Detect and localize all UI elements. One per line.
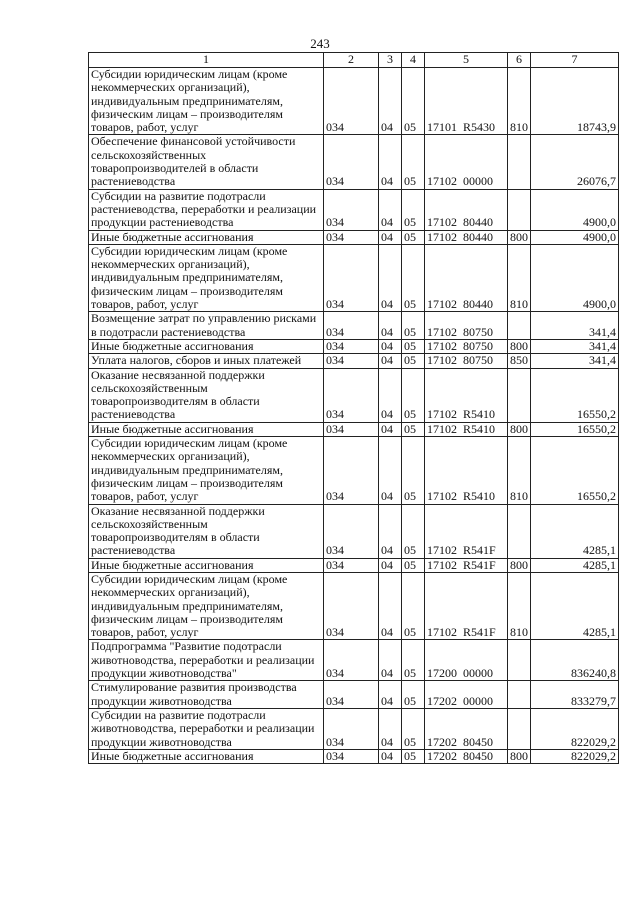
row-amount: 16550,2 — [531, 437, 619, 504]
row-admin-code: 034 — [324, 368, 379, 422]
row-subsection: 05 — [402, 749, 425, 763]
column-header-2: 2 — [324, 53, 379, 68]
row-target-article: 17102 80750 — [425, 312, 508, 340]
row-amount: 4285,1 — [531, 572, 619, 639]
row-expense-type: 810 — [508, 572, 531, 639]
table-row — [89, 135, 619, 189]
row-subsection: 05 — [402, 244, 425, 311]
row-admin-code: 034 — [324, 504, 379, 558]
table-row — [89, 749, 619, 763]
row-expense-type — [508, 708, 531, 749]
row-section: 04 — [379, 640, 402, 681]
row-admin-code: 034 — [324, 354, 379, 368]
row-name: Оказание несвязанной поддержки сельскохозяйственным товаропроизводителям в области растениеводства — [89, 504, 324, 558]
table-header-row — [89, 53, 619, 68]
row-subsection: 05 — [402, 640, 425, 681]
row-subsection: 05 — [402, 68, 425, 135]
table-row — [89, 422, 619, 436]
row-admin-code: 034 — [324, 558, 379, 572]
row-target-article: 17101 R5430 — [425, 68, 508, 135]
row-target-article: 17102 80750 — [425, 354, 508, 368]
row-section: 04 — [379, 558, 402, 572]
row-admin-code: 034 — [324, 68, 379, 135]
row-admin-code: 034 — [324, 681, 379, 709]
row-subsection: 05 — [402, 572, 425, 639]
table-row — [89, 354, 619, 368]
row-section: 04 — [379, 437, 402, 504]
table-row — [89, 681, 619, 709]
row-target-article: 17102 R5410 — [425, 437, 508, 504]
row-subsection: 05 — [402, 708, 425, 749]
row-amount: 822029,2 — [531, 708, 619, 749]
row-subsection: 05 — [402, 368, 425, 422]
row-name: Иные бюджетные ассигнования — [89, 749, 324, 763]
table-row — [89, 68, 619, 135]
row-name: Субсидии юридическим лицам (кроме некоммерческих организаций), индивидуальным предпринимателям, физическим лицам – производителям товаров, работ, услуг — [89, 68, 324, 135]
row-section: 04 — [379, 708, 402, 749]
row-target-article: 17200 00000 — [425, 640, 508, 681]
row-subsection: 05 — [402, 339, 425, 353]
table-row — [89, 640, 619, 681]
row-expense-type — [508, 312, 531, 340]
table-row — [89, 312, 619, 340]
row-name: Иные бюджетные ассигнования — [89, 422, 324, 436]
row-expense-type: 800 — [508, 422, 531, 436]
row-section: 04 — [379, 681, 402, 709]
row-target-article: 17102 R541F — [425, 558, 508, 572]
budget-table — [88, 52, 619, 764]
page-number: 243 — [310, 36, 330, 51]
row-name: Иные бюджетные ассигнования — [89, 558, 324, 572]
row-name: Субсидии юридическим лицам (кроме некоммерческих организаций), индивидуальным предпринимателям, физическим лицам – производителям товаров, работ, услуг — [89, 572, 324, 639]
row-admin-code: 034 — [324, 640, 379, 681]
row-amount: 4285,1 — [531, 504, 619, 558]
row-expense-type: 800 — [508, 230, 531, 244]
column-header-3: 3 — [379, 53, 402, 68]
row-target-article: 17102 80440 — [425, 189, 508, 230]
row-target-article: 17202 00000 — [425, 681, 508, 709]
row-expense-type — [508, 135, 531, 189]
row-target-article: 17102 R5410 — [425, 368, 508, 422]
row-admin-code: 034 — [324, 230, 379, 244]
row-target-article: 17202 80450 — [425, 749, 508, 763]
row-admin-code: 034 — [324, 572, 379, 639]
column-header-6: 6 — [508, 53, 531, 68]
row-amount: 822029,2 — [531, 749, 619, 763]
row-amount: 18743,9 — [531, 68, 619, 135]
row-target-article: 17102 80440 — [425, 230, 508, 244]
row-target-article: 17102 R5410 — [425, 422, 508, 436]
row-name: Иные бюджетные ассигнования — [89, 339, 324, 353]
row-subsection: 05 — [402, 230, 425, 244]
table-row — [89, 504, 619, 558]
table-row — [89, 572, 619, 639]
row-admin-code: 034 — [324, 244, 379, 311]
table-row — [89, 558, 619, 572]
row-amount: 4285,1 — [531, 558, 619, 572]
table-row — [89, 437, 619, 504]
row-expense-type: 850 — [508, 354, 531, 368]
row-name: Подпрограмма "Развитие подотрасли животноводства, переработки и реализации продукции животноводства" — [89, 640, 324, 681]
table-row — [89, 708, 619, 749]
row-target-article: 17202 80450 — [425, 708, 508, 749]
row-expense-type: 810 — [508, 68, 531, 135]
column-header-1: 1 — [89, 53, 324, 68]
row-name: Субсидии на развитие подотрасли животноводства, переработки и реализации продукции животноводства — [89, 708, 324, 749]
row-expense-type: 800 — [508, 339, 531, 353]
row-amount: 341,4 — [531, 354, 619, 368]
table-row — [89, 339, 619, 353]
row-subsection: 05 — [402, 189, 425, 230]
row-subsection: 05 — [402, 681, 425, 709]
row-name: Уплата налогов, сборов и иных платежей — [89, 354, 324, 368]
row-section: 04 — [379, 244, 402, 311]
row-name: Возмещение затрат по управлению рисками в подотрасли растениеводства — [89, 312, 324, 340]
row-section: 04 — [379, 339, 402, 353]
row-section: 04 — [379, 368, 402, 422]
row-target-article: 17102 R541F — [425, 572, 508, 639]
row-section: 04 — [379, 312, 402, 340]
row-section: 04 — [379, 189, 402, 230]
row-target-article: 17102 00000 — [425, 135, 508, 189]
row-expense-type — [508, 368, 531, 422]
row-name: Субсидии на развитие подотрасли растениеводства, переработки и реализации продукции растениеводства — [89, 189, 324, 230]
row-admin-code: 034 — [324, 437, 379, 504]
table-row — [89, 368, 619, 422]
row-amount: 4900,0 — [531, 244, 619, 311]
row-subsection: 05 — [402, 558, 425, 572]
row-admin-code: 034 — [324, 422, 379, 436]
table-row — [89, 189, 619, 230]
row-amount: 4900,0 — [531, 189, 619, 230]
row-admin-code: 034 — [324, 339, 379, 353]
row-section: 04 — [379, 68, 402, 135]
row-section: 04 — [379, 504, 402, 558]
row-amount: 4900,0 — [531, 230, 619, 244]
row-section: 04 — [379, 749, 402, 763]
row-expense-type — [508, 640, 531, 681]
row-admin-code: 034 — [324, 749, 379, 763]
row-amount: 16550,2 — [531, 422, 619, 436]
column-header-5: 5 — [425, 53, 508, 68]
row-name: Обеспечение финансовой устойчивости сельскохозяйственных товаропроизводителей в области растениеводства — [89, 135, 324, 189]
row-expense-type — [508, 681, 531, 709]
row-subsection: 05 — [402, 354, 425, 368]
row-expense-type — [508, 189, 531, 230]
table-row — [89, 230, 619, 244]
row-amount: 26076,7 — [531, 135, 619, 189]
row-expense-type: 810 — [508, 437, 531, 504]
row-amount: 836240,8 — [531, 640, 619, 681]
row-amount: 16550,2 — [531, 368, 619, 422]
table-row — [89, 244, 619, 311]
row-name: Субсидии юридическим лицам (кроме некоммерческих организаций), индивидуальным предпринимателям, физическим лицам – производителям товаров, работ, услуг — [89, 437, 324, 504]
column-header-7: 7 — [531, 53, 619, 68]
row-admin-code: 034 — [324, 189, 379, 230]
row-admin-code: 034 — [324, 135, 379, 189]
row-subsection: 05 — [402, 437, 425, 504]
column-header-4: 4 — [402, 53, 425, 68]
row-admin-code: 034 — [324, 708, 379, 749]
row-subsection: 05 — [402, 312, 425, 340]
row-expense-type: 800 — [508, 558, 531, 572]
row-expense-type — [508, 504, 531, 558]
row-section: 04 — [379, 135, 402, 189]
row-name: Стимулирование развития производства продукции животноводства — [89, 681, 324, 709]
row-subsection: 05 — [402, 135, 425, 189]
row-name: Оказание несвязанной поддержки сельскохозяйственным товаропроизводителям в области растениеводства — [89, 368, 324, 422]
row-admin-code: 034 — [324, 312, 379, 340]
row-target-article: 17102 80440 — [425, 244, 508, 311]
row-name: Субсидии юридическим лицам (кроме некоммерческих организаций), индивидуальным предпринимателям, физическим лицам – производителям товаров, работ, услуг — [89, 244, 324, 311]
row-subsection: 05 — [402, 504, 425, 558]
row-amount: 341,4 — [531, 339, 619, 353]
row-name: Иные бюджетные ассигнования — [89, 230, 324, 244]
row-section: 04 — [379, 354, 402, 368]
row-expense-type: 810 — [508, 244, 531, 311]
row-section: 04 — [379, 572, 402, 639]
row-target-article: 17102 R541F — [425, 504, 508, 558]
row-section: 04 — [379, 230, 402, 244]
row-expense-type: 800 — [508, 749, 531, 763]
row-amount: 833279,7 — [531, 681, 619, 709]
row-target-article: 17102 80750 — [425, 339, 508, 353]
row-subsection: 05 — [402, 422, 425, 436]
row-section: 04 — [379, 422, 402, 436]
row-amount: 341,4 — [531, 312, 619, 340]
